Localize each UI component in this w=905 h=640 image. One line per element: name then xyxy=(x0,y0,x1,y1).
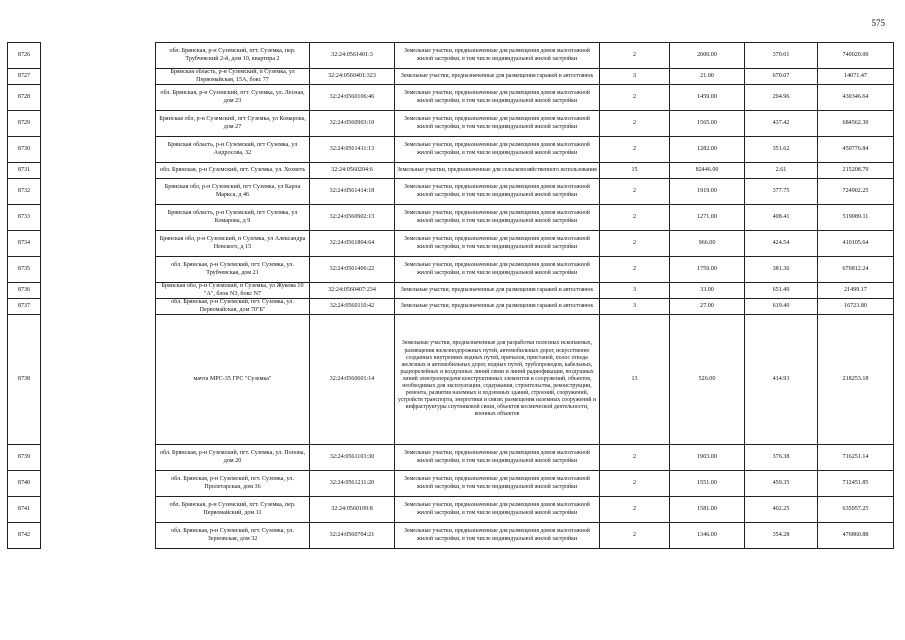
page-number: 575 xyxy=(871,18,885,28)
table-row xyxy=(8,523,894,549)
land-use-cell: Земельные участки, предназначенные для размещения домов малоэтажной жилой застройки, в том числе индивидуальной жилой застройки xyxy=(395,179,600,205)
area-cell: 1346.00 xyxy=(670,523,745,549)
cadastral-number-cell: 32:24:0560903:10 xyxy=(310,111,395,137)
cadastral-value-cell: 430346.64 xyxy=(818,85,894,111)
table-row xyxy=(8,85,894,111)
area-cell: 27.00 xyxy=(670,299,745,315)
address-cell: Брянская обл, р-н Суземский, пгт Суземка, ул Карла Маркса, д 46 xyxy=(156,179,310,205)
table-row xyxy=(8,205,894,231)
group-code-cell: 2 xyxy=(600,137,670,163)
group-code-cell: 2 xyxy=(600,523,670,549)
address-cell: обл. Брянская, р-н Суземский, пгт. Суземка, пер. Первомайский, дом 11 xyxy=(156,497,310,523)
row-number-cell: 8726 xyxy=(8,43,41,69)
specific-value-cell: 459.35 xyxy=(745,471,818,497)
land-use-cell: Земельные участки, предназначенные для размещения домов малоэтажной жилой застройки, в том числе индивидуальной жилой застройки xyxy=(395,205,600,231)
area-cell: 82446.00 xyxy=(670,163,745,179)
cadastral-value-cell: 519089.11 xyxy=(818,205,894,231)
table-row xyxy=(8,179,894,205)
land-use-cell: Земельные участки, предназначенные для размещения домов малоэтажной жилой застройки, в том числе индивидуальной жилой застройки xyxy=(395,111,600,137)
cadastral-number-cell: 32:24:0560110:42 xyxy=(310,299,395,315)
address-cell: обл. Брянская, р-н Суземский, пгт. Суземка, ул. Хохветь xyxy=(156,163,310,179)
cadastral-number-cell: 32:24:0560407:234 xyxy=(310,283,395,299)
table-row xyxy=(8,163,894,179)
cadastral-value-cell: 635957.25 xyxy=(818,497,894,523)
cadastral-value-cell: 476860.88 xyxy=(818,523,894,549)
table-row xyxy=(8,315,894,445)
group-code-cell: 2 xyxy=(600,43,670,69)
land-use-cell: Земельные участки, предназначенные для размещения домов малоэтажной жилой застройки, в том числе индивидуальной жилой застройки xyxy=(395,471,600,497)
area-cell: 2000.00 xyxy=(670,43,745,69)
address-cell: обл. Брянская, р-н Суземский, пгт. Суземка, пер. Трубчевский 2-й, дом 10, квартира 2 xyxy=(156,43,310,69)
cadastral-number-cell: 32:24:0561804:64 xyxy=(310,231,395,257)
spacer-cell xyxy=(41,111,156,137)
spacer-cell xyxy=(41,179,156,205)
cadastral-value-cell: 410105.64 xyxy=(818,231,894,257)
spacer-cell xyxy=(41,163,156,179)
row-number-cell: 8735 xyxy=(8,257,41,283)
address-cell: обл. Брянская, р-н Суземский, пгт. Суземка, ул. Зерновская, дом 32 xyxy=(156,523,310,549)
specific-value-cell: 376.38 xyxy=(745,445,818,471)
address-cell: обл. Брянская, р-н Суземский, пгт. Суземка, ул. Трубчевская, дом 21 xyxy=(156,257,310,283)
cadastral-value-cell: 215208.79 xyxy=(818,163,894,179)
land-use-cell: Земельные участки, предназначенные для размещения домов малоэтажной жилой застройки, в том числе индивидуальной жилой застройки xyxy=(395,137,600,163)
specific-value-cell: 414.93 xyxy=(745,315,818,445)
group-code-cell: 2 xyxy=(600,85,670,111)
row-number-cell: 8730 xyxy=(8,137,41,163)
spacer-cell xyxy=(41,137,156,163)
area-cell: 526.00 xyxy=(670,315,745,445)
land-use-cell: Земельные участки, предназначенные для размещения домов малоэтажной жилой застройки, в том числе индивидуальной жилой застройки xyxy=(395,257,600,283)
area-cell: 33.00 xyxy=(670,283,745,299)
specific-value-cell: 294.96 xyxy=(745,85,818,111)
land-use-cell: Земельные участки, предназначенные для размещения гаражей и автостоянок xyxy=(395,283,600,299)
spacer-cell xyxy=(41,299,156,315)
cadastral-value-cell: 684562.30 xyxy=(818,111,894,137)
cadastral-number-cell: 32:24:0560601:14 xyxy=(310,315,395,445)
land-use-cell: Земельные участки, предназначенные для размещения домов малоэтажной жилой застройки, в том числе индивидуальной жилой застройки xyxy=(395,497,600,523)
cadastral-number-cell: 32:24:0560704:21 xyxy=(310,523,395,549)
specific-value-cell: 370.01 xyxy=(745,43,818,69)
area-cell: 1903.00 xyxy=(670,445,745,471)
address-cell: Брянская область, р-н Суземский, пгт Суземка, ул Андросова, 32 xyxy=(156,137,310,163)
specific-value-cell: 424.54 xyxy=(745,231,818,257)
spacer-cell xyxy=(41,69,156,85)
cadastral-value-cell: 670812.24 xyxy=(818,257,894,283)
group-code-cell: 2 xyxy=(600,445,670,471)
land-use-cell: Земельные участки, предназначенные для размещения домов малоэтажной жилой застройки, в том числе индивидуальной жилой застройки xyxy=(395,445,600,471)
group-code-cell: 15 xyxy=(600,163,670,179)
address-cell: обл. Брянская, р-н Суземский, пгт. Суземка, ул. Попова, дом 20 xyxy=(156,445,310,471)
area-cell: 1271.00 xyxy=(670,205,745,231)
specific-value-cell: 437.42 xyxy=(745,111,818,137)
area-cell: 21.00 xyxy=(670,69,745,85)
address-cell: обл. Брянская, р-н Суземский, пгт. Суземка, ул. Пролетарская, дом 36 xyxy=(156,471,310,497)
cadastral-value-cell: 16723.80 xyxy=(818,299,894,315)
address-cell: Брянская обл, р-н Суземский, пгт Суземка, ул Комарова, дом 27 xyxy=(156,111,310,137)
table-row xyxy=(8,283,894,299)
cadastral-number-cell: 32:24:0560401:323 xyxy=(310,69,395,85)
table-row xyxy=(8,231,894,257)
address-cell: Брянская область, р-н Суземский, п Суземка, ул Первомайская, 15А, бокс 77 xyxy=(156,69,310,85)
specific-value-cell: 381.36 xyxy=(745,257,818,283)
area-cell: 1581.00 xyxy=(670,497,745,523)
row-number-cell: 8740 xyxy=(8,471,41,497)
cadastral-value-cell: 712451.85 xyxy=(818,471,894,497)
group-code-cell: 3 xyxy=(600,69,670,85)
table-row xyxy=(8,471,894,497)
cadastral-number-cell: 32:24:0561103:30 xyxy=(310,445,395,471)
land-use-cell: Земельные участки, предназначенные для размещения домов малоэтажной жилой застройки, в том числе индивидуальной жилой застройки xyxy=(395,523,600,549)
table-row xyxy=(8,69,894,85)
land-registry-table xyxy=(7,42,894,549)
row-number-cell: 8741 xyxy=(8,497,41,523)
land-use-cell: Земельные участки, предназначенные для размещения гаражей и автостоянок xyxy=(395,69,600,85)
group-code-cell: 2 xyxy=(600,471,670,497)
cadastral-value-cell: 740020.00 xyxy=(818,43,894,69)
spacer-cell xyxy=(41,471,156,497)
group-code-cell: 2 xyxy=(600,205,670,231)
table-row xyxy=(8,445,894,471)
address-cell: Брянская обл, р-н Суземский, п Суземка, ул Александра Невского, д 15 xyxy=(156,231,310,257)
specific-value-cell: 670.07 xyxy=(745,69,818,85)
area-cell: 1919.00 xyxy=(670,179,745,205)
spacer-cell xyxy=(41,445,156,471)
spacer-cell xyxy=(41,205,156,231)
spacer-cell xyxy=(41,315,156,445)
specific-value-cell: 402.25 xyxy=(745,497,818,523)
table-row xyxy=(8,111,894,137)
land-use-cell: Земельные участки, предназначенные для размещения гаражей и автостоянок xyxy=(395,299,600,315)
row-number-cell: 8729 xyxy=(8,111,41,137)
row-number-cell: 8727 xyxy=(8,69,41,85)
specific-value-cell: 651.49 xyxy=(745,283,818,299)
cadastral-number-cell: 32:24:0560204:6 xyxy=(310,163,395,179)
cadastral-number-cell: 32:24:0561401:3 xyxy=(310,43,395,69)
spacer-cell xyxy=(41,85,156,111)
area-cell: 1551.00 xyxy=(670,471,745,497)
row-number-cell: 8734 xyxy=(8,231,41,257)
specific-value-cell: 351.62 xyxy=(745,137,818,163)
specific-value-cell: 408.41 xyxy=(745,205,818,231)
specific-value-cell: 619.40 xyxy=(745,299,818,315)
cadastral-value-cell: 21499.17 xyxy=(818,283,894,299)
spacer-cell xyxy=(41,497,156,523)
group-code-cell: 2 xyxy=(600,231,670,257)
cadastral-number-cell: 32:24:0560902:13 xyxy=(310,205,395,231)
address-cell: Брянская область, р-н Суземский, пгт Суземка, ул Комарова, д 9 xyxy=(156,205,310,231)
row-number-cell: 8737 xyxy=(8,299,41,315)
group-code-cell: 3 xyxy=(600,283,670,299)
group-code-cell: 2 xyxy=(600,497,670,523)
land-use-cell: Земельные участки, предназначенные для разработки полезных ископаемых, размещения железнодорожных путей, автомобильных дорог, искусственно созданных внутренних водных путей, причалов, пристаней, полос отвода железных и автомобильных дорог, водных путей, трубопроводов, кабельных, радиорелейных и воздушных линий связи и линий радиофикации, воздушных линий электропередачи конструктивных элементов и сооружений, объектов, необходимых для эксплуатации, содержания, строительства, реконструкции, ремонта, развития наземных и подземных зданий, строений, сооружений, устройств транспорта, энергетики и связи; размещения наземных сооружений и инфраструктуры спутниковой связи, объектов космической деятельности, военных объектов xyxy=(395,315,600,445)
land-use-cell: Земельные участки, предназначенные для размещения домов малоэтажной жилой застройки, в том числе индивидуальной жилой застройки xyxy=(395,85,600,111)
cadastral-value-cell: 724902.25 xyxy=(818,179,894,205)
group-code-cell: 3 xyxy=(600,299,670,315)
cadastral-value-cell: 450776.84 xyxy=(818,137,894,163)
land-use-cell: Земельные участки, предназначенные для размещения домов малоэтажной жилой застройки, в том числе индивидуальной жилой застройки xyxy=(395,43,600,69)
row-number-cell: 8732 xyxy=(8,179,41,205)
row-number-cell: 8731 xyxy=(8,163,41,179)
group-code-cell: 2 xyxy=(600,179,670,205)
spacer-cell xyxy=(41,257,156,283)
group-code-cell: 2 xyxy=(600,111,670,137)
specific-value-cell: 2.61 xyxy=(745,163,818,179)
cadastral-value-cell: 218253.18 xyxy=(818,315,894,445)
land-use-cell: Земельные участки, предназначенные для размещения домов малоэтажной жилой застройки, в том числе индивидуальной жилой застройки xyxy=(395,231,600,257)
table-row xyxy=(8,299,894,315)
group-code-cell: 13 xyxy=(600,315,670,445)
cadastral-number-cell: 32:24:0560106:46 xyxy=(310,85,395,111)
cadastral-value-cell: 14071.47 xyxy=(818,69,894,85)
area-cell: 1282.00 xyxy=(670,137,745,163)
area-cell: 1565.00 xyxy=(670,111,745,137)
specific-value-cell: 377.75 xyxy=(745,179,818,205)
table-row xyxy=(8,137,894,163)
specific-value-cell: 354.28 xyxy=(745,523,818,549)
group-code-cell: 2 xyxy=(600,257,670,283)
cadastral-number-cell: 32:24:0560109:8 xyxy=(310,497,395,523)
address-cell: обл. Брянская, р-н Суземский, пгт. Суземка, ул. Лесная, дом 23 xyxy=(156,85,310,111)
row-number-cell: 8728 xyxy=(8,85,41,111)
cadastral-number-cell: 32:24:0561414:18 xyxy=(310,179,395,205)
row-number-cell: 8736 xyxy=(8,283,41,299)
spacer-cell xyxy=(41,283,156,299)
row-number-cell: 8733 xyxy=(8,205,41,231)
area-cell: 1459.00 xyxy=(670,85,745,111)
address-cell: мачта МРС-35 ГРС "Суземка" xyxy=(156,315,310,445)
cadastral-number-cell: 32:24:0561406:22 xyxy=(310,257,395,283)
table-row xyxy=(8,257,894,283)
table-row xyxy=(8,43,894,69)
row-number-cell: 8738 xyxy=(8,315,41,445)
area-cell: 966.00 xyxy=(670,231,745,257)
area-cell: 1759.00 xyxy=(670,257,745,283)
address-cell: обл. Брянская, р-н Суземский, пгт. Суземка, ул. Первомайская, дом 70"Б" xyxy=(156,299,310,315)
address-cell: Брянская обл, р-н Суземский, п Суземка, ул Жукова 10 "А", блок N3, бокс N7 xyxy=(156,283,310,299)
spacer-cell xyxy=(41,43,156,69)
spacer-cell xyxy=(41,231,156,257)
row-number-cell: 8739 xyxy=(8,445,41,471)
land-use-cell: Земельные участки, предназначенные для сельскохозяйственного использования xyxy=(395,163,600,179)
table-body xyxy=(8,43,894,549)
row-number-cell: 8742 xyxy=(8,523,41,549)
cadastral-number-cell: 32:24:0561211:20 xyxy=(310,471,395,497)
cadastral-value-cell: 716251.14 xyxy=(818,445,894,471)
spacer-cell xyxy=(41,523,156,549)
cadastral-number-cell: 32:24:0561411:13 xyxy=(310,137,395,163)
table-row xyxy=(8,497,894,523)
